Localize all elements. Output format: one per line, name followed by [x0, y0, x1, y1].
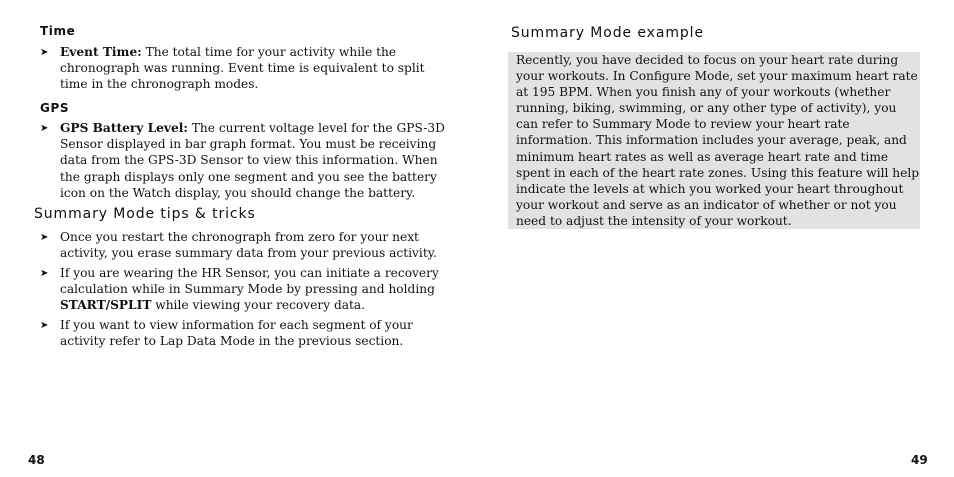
- start-split-label: START/SPLIT: [60, 298, 152, 313]
- tips-heading: Summary Mode tips & tricks: [34, 206, 256, 222]
- gps-battery-label: GPS Battery Level:: [60, 121, 188, 135]
- event-time-item: [40, 44, 455, 93]
- page-number-left: 48: [28, 453, 45, 467]
- event-time-description: The total time for your activity while the chronograph was running. Event time is equivalent to split time in the chronograph modes.: [60, 45, 425, 92]
- bullet-arrow-icon: ➤: [40, 123, 49, 134]
- tip-text-3: If you want to view information for each segment of your activity refer to Lap Data Mode in the previous section.: [60, 318, 413, 349]
- gps-battery-text: [40, 120, 455, 201]
- bullet-arrow-icon: ➤: [40, 268, 49, 279]
- bullet-arrow-icon: ➤: [40, 320, 49, 331]
- tip-text-2-before: If you are wearing the HR Sensor, you can initiate a recovery calculation while in Summary Mode by pressing and holding: [60, 266, 439, 297]
- tip-item-1: [40, 229, 455, 261]
- gps-battery-description: The current voltage level for the GPS-3D Sensor displayed in bar graph format. You must be receiving data from the GPS-3D Sensor to view this information. When the graph displays only one segment and you see the battery icon on the Watch display, you should change the battery.: [60, 121, 445, 200]
- time-heading: Time: [40, 24, 76, 38]
- example-text: Recently, you have decided to focus on your heart rate during your workouts. In Configure Mode, set your maximum heart rate at 195 BPM. When you finish any of your workouts (whether running, biking, swimming, or any other type of activity), you can refer to Summary Mode to review your heart rate information. This information includes your average, peak, and minimum heart rates as well as average heart rate and time spent in each of the heart rate zones. Using this feature will help indicate the levels at which you worked your heart throughout your workout and serve as an indicator of whether or not you need to adjust the intensity of your workout.: [516, 53, 920, 228]
- tip-item-3: [40, 317, 460, 349]
- example-box: [508, 52, 920, 229]
- tip-item-2: [40, 265, 455, 314]
- event-time-text: [40, 44, 455, 93]
- tip-text-2: [40, 265, 455, 314]
- event-time-label: Event Time:: [60, 45, 142, 59]
- page-number-right: 49: [911, 453, 928, 467]
- tip-text-1: Once you restart the chronograph from zero for your next activity, you erase summary data from your previous activity.: [60, 230, 437, 261]
- bullet-arrow-icon: ➤: [40, 232, 49, 243]
- example-heading: Summary Mode example: [511, 25, 704, 41]
- gps-heading: GPS: [40, 101, 70, 115]
- tip-text-2-after: while viewing your recovery data.: [151, 298, 366, 313]
- gps-battery-item: [40, 120, 455, 201]
- bullet-arrow-icon: ➤: [40, 47, 49, 58]
